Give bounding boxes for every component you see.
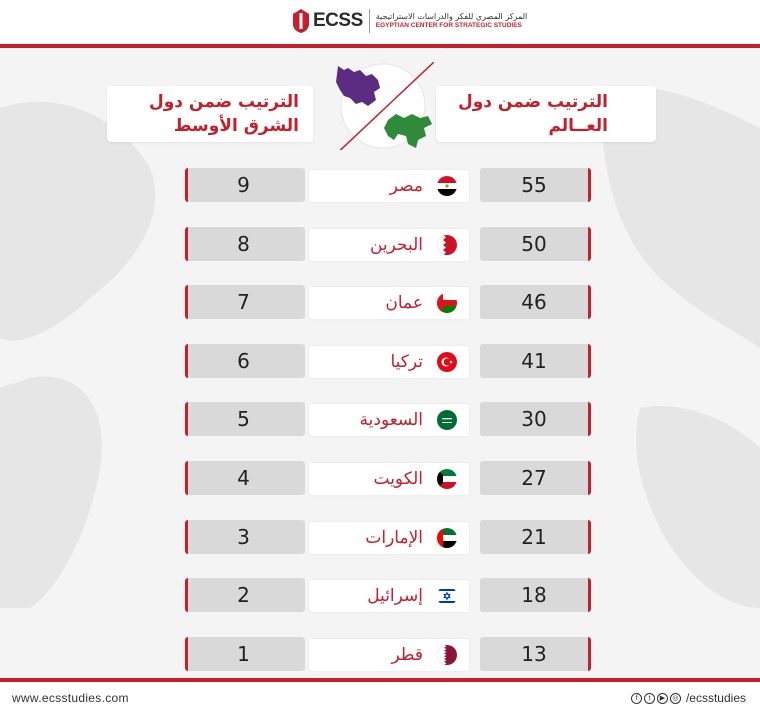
ecss-emblem-icon bbox=[292, 8, 310, 34]
ranking-row bbox=[185, 227, 591, 263]
instagram-icon[interactable]: ◎ bbox=[670, 693, 681, 704]
world-rank-cell bbox=[480, 285, 591, 319]
country-cell bbox=[309, 639, 469, 671]
middle-east-rank-cell bbox=[185, 402, 305, 436]
world-rank-cell bbox=[480, 168, 591, 202]
middle-east-rank-value: 9 bbox=[237, 173, 250, 197]
country-name: مصر bbox=[389, 176, 423, 196]
ranking-row bbox=[185, 637, 591, 673]
country-name: قطر bbox=[391, 645, 423, 665]
country-cell bbox=[309, 170, 469, 202]
kuwait-flag-icon bbox=[437, 469, 457, 489]
middle-east-rank-label: الترتيب ضمن دول الشرق الأوسط bbox=[148, 92, 299, 136]
world-rank-label: الترتيب ضمن دول العــالم bbox=[457, 92, 608, 136]
uae-flag-icon bbox=[437, 528, 457, 548]
country-name: إسرائيل bbox=[367, 586, 423, 606]
header-bar bbox=[0, 0, 760, 44]
country-cell bbox=[309, 404, 469, 436]
country-name: الكويت bbox=[373, 469, 423, 489]
egypt-flag-icon bbox=[437, 176, 457, 196]
middle-east-rank-cell bbox=[185, 227, 305, 261]
ecss-logo bbox=[292, 6, 527, 36]
middle-east-rank-cell bbox=[185, 168, 305, 202]
middle-east-rank-value: 3 bbox=[237, 525, 250, 549]
footer-bar bbox=[0, 682, 760, 717]
country-name: السعودية bbox=[359, 410, 423, 430]
header-red-line bbox=[0, 44, 760, 48]
ranking-row bbox=[185, 344, 591, 380]
ranking-row bbox=[185, 578, 591, 614]
org-name-arabic: المركز المصري للفكر والدراسات الاستراتيجية bbox=[375, 11, 528, 21]
saudi-flag-icon bbox=[437, 410, 457, 430]
world-rank-value: 41 bbox=[521, 349, 547, 373]
website-link[interactable]: www.ecsstudies.com bbox=[12, 691, 129, 705]
ranking-row bbox=[185, 520, 591, 556]
middle-east-rank-value: 7 bbox=[237, 290, 250, 314]
middle-east-rank-value: 4 bbox=[237, 466, 250, 490]
world-rank-value: 30 bbox=[521, 407, 547, 431]
world-rank-value: 27 bbox=[521, 466, 547, 490]
logo-divider bbox=[369, 9, 370, 33]
middle-east-rank-cell bbox=[185, 520, 305, 554]
middle-east-and-world-map-icon bbox=[332, 62, 434, 150]
facebook-icon[interactable]: f bbox=[631, 693, 642, 704]
social-handle[interactable]: /ecsstudies bbox=[685, 691, 746, 705]
oman-flag-icon bbox=[437, 293, 457, 313]
youtube-icon[interactable]: ▶ bbox=[657, 693, 668, 704]
middle-east-rank-cell bbox=[185, 637, 305, 671]
country-cell bbox=[309, 463, 469, 495]
world-rank-cell bbox=[480, 227, 591, 261]
world-rank-cell bbox=[480, 461, 591, 495]
middle-east-rank-value: 5 bbox=[237, 407, 250, 431]
middle-east-rank-value: 1 bbox=[237, 642, 250, 666]
ranking-row bbox=[185, 285, 591, 321]
turkey-flag-icon bbox=[437, 352, 457, 372]
world-rank-cell bbox=[480, 520, 591, 554]
logo-text: ECSS bbox=[313, 10, 363, 31]
middle-east-rank-cell bbox=[185, 344, 305, 378]
world-rank-cell bbox=[480, 578, 591, 612]
world-rank-value: 55 bbox=[521, 173, 547, 197]
logo-subtitle bbox=[376, 13, 527, 30]
country-name: الإمارات bbox=[365, 528, 423, 548]
country-cell bbox=[309, 229, 469, 261]
org-name-english: EGYPTIAN CENTER FOR STRATEGIC STUDIES bbox=[375, 21, 522, 29]
bahrain-flag-icon bbox=[437, 235, 457, 255]
world-rank-value: 50 bbox=[521, 232, 547, 256]
world-rank-value: 13 bbox=[521, 642, 547, 666]
country-cell bbox=[309, 287, 469, 319]
israel-flag-icon bbox=[437, 586, 457, 606]
world-rank-value: 46 bbox=[521, 290, 547, 314]
world-rank-header bbox=[436, 86, 656, 142]
world-rank-value: 18 bbox=[521, 583, 547, 607]
country-name: البحرين bbox=[369, 235, 423, 255]
world-rank-value: 21 bbox=[521, 525, 547, 549]
qatar-flag-icon bbox=[437, 645, 457, 665]
country-cell bbox=[309, 346, 469, 378]
country-name: عمان bbox=[385, 293, 423, 313]
middle-east-rank-cell bbox=[185, 461, 305, 495]
ranking-row bbox=[185, 402, 591, 438]
world-rank-cell bbox=[480, 402, 591, 436]
twitter-icon[interactable]: t bbox=[644, 693, 655, 704]
middle-east-rank-cell bbox=[185, 578, 305, 612]
middle-east-rank-cell bbox=[185, 285, 305, 319]
country-cell bbox=[309, 580, 469, 612]
middle-east-rank-value: 8 bbox=[237, 232, 250, 256]
ranking-row bbox=[185, 461, 591, 497]
world-rank-cell bbox=[480, 344, 591, 378]
middle-east-rank-value: 2 bbox=[237, 583, 250, 607]
world-rank-cell bbox=[480, 637, 591, 671]
country-name: تركيا bbox=[390, 352, 423, 372]
ranking-row bbox=[185, 168, 591, 204]
country-cell bbox=[309, 522, 469, 554]
middle-east-rank-value: 6 bbox=[237, 349, 250, 373]
social-links bbox=[631, 691, 746, 705]
middle-east-rank-header bbox=[107, 86, 313, 142]
